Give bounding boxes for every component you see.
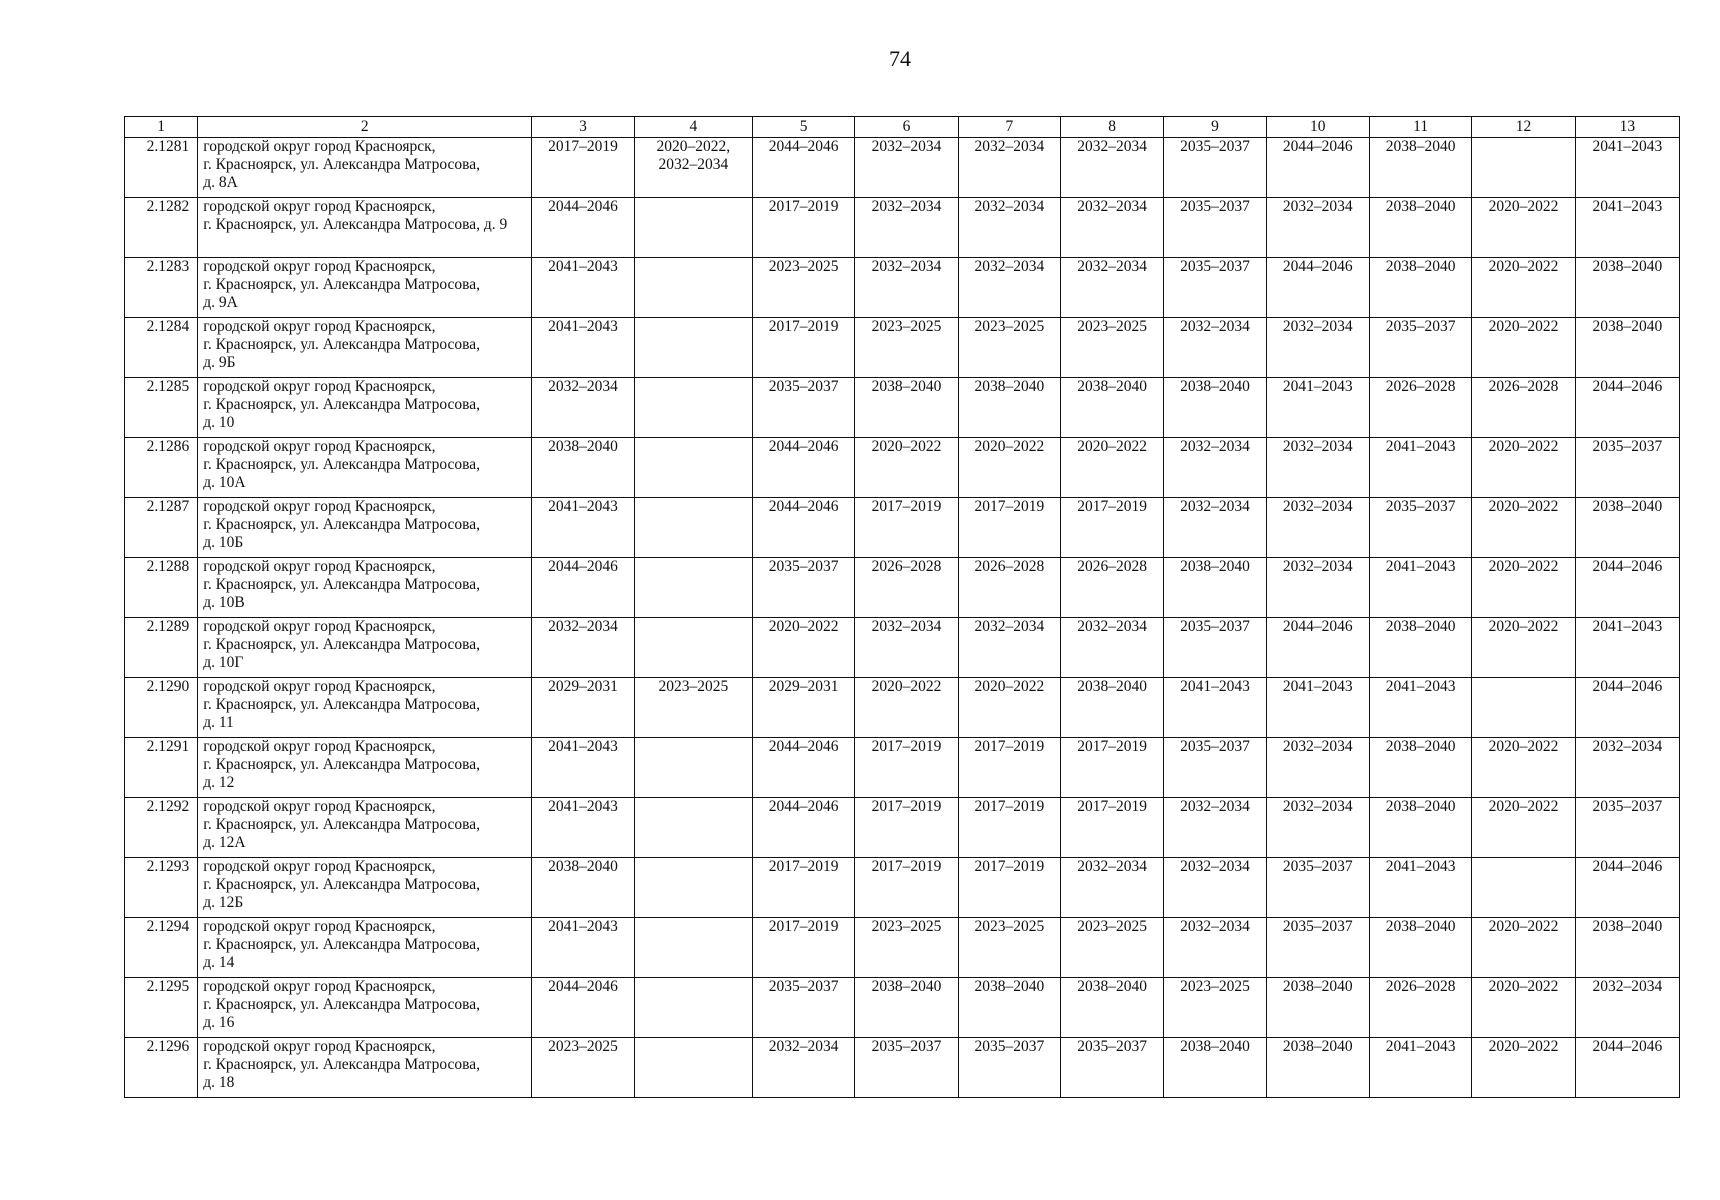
period-cell-col9: 2032–2034 bbox=[1164, 318, 1266, 378]
period-cell-col5: 2035–2037 bbox=[753, 978, 855, 1038]
period-cell-col5: 2044–2046 bbox=[753, 738, 855, 798]
period-cell-col11: 2035–2037 bbox=[1369, 498, 1471, 558]
period-cell-col11: 2041–2043 bbox=[1369, 1038, 1471, 1098]
address-line: городской округ город Красноярск, bbox=[203, 858, 436, 875]
table-row bbox=[125, 678, 1680, 738]
period-cell-col9: 2038–2040 bbox=[1164, 1038, 1266, 1098]
period-cell-col4 bbox=[634, 318, 752, 378]
period-cell-col9: 2035–2037 bbox=[1164, 618, 1266, 678]
period-cell-col10: 2032–2034 bbox=[1266, 738, 1369, 798]
period-cell-col6: 2023–2025 bbox=[855, 318, 958, 378]
period-cell-col5: 2017–2019 bbox=[753, 198, 855, 258]
period-cell-col7: 2038–2040 bbox=[958, 978, 1060, 1038]
period-cell-col12: 2020–2022 bbox=[1472, 498, 1575, 558]
period-cell-col11: 2026–2028 bbox=[1369, 978, 1471, 1038]
row-id-cell: 2.1287 bbox=[125, 498, 198, 558]
address-line: д. 11 bbox=[203, 714, 234, 731]
period-cell-col9: 2041–2043 bbox=[1164, 678, 1266, 738]
address-line: г. Красноярск, ул. Александра Матросова, bbox=[203, 636, 480, 653]
address-line: д. 12 bbox=[203, 774, 235, 791]
address-cell bbox=[198, 318, 532, 378]
period-cell-col3: 2044–2046 bbox=[532, 978, 634, 1038]
table-row bbox=[125, 198, 1680, 258]
period-cell-col4 bbox=[634, 558, 752, 618]
period-cell-col13: 2035–2037 bbox=[1575, 798, 1679, 858]
period-cell-col11: 2026–2028 bbox=[1369, 378, 1471, 438]
table-row bbox=[125, 738, 1680, 798]
address-line: г. Красноярск, ул. Александра Матросова, д. 9 bbox=[203, 216, 508, 233]
table-row bbox=[125, 318, 1680, 378]
period-cell-col10: 2032–2034 bbox=[1266, 318, 1369, 378]
period-cell-col5: 2020–2022 bbox=[753, 618, 855, 678]
period-cell-col10: 2032–2034 bbox=[1266, 498, 1369, 558]
row-id-cell: 2.1292 bbox=[125, 798, 198, 858]
address-line: городской округ город Красноярск, bbox=[203, 438, 436, 455]
period-cell-col5: 2035–2037 bbox=[753, 378, 855, 438]
address-line: г. Красноярск, ул. Александра Матросова, bbox=[203, 456, 480, 473]
period-cell-col3: 2041–2043 bbox=[532, 798, 634, 858]
period-cell-col10: 2038–2040 bbox=[1266, 978, 1369, 1038]
address-line: г. Красноярск, ул. Александра Матросова, bbox=[203, 1056, 480, 1073]
address-line: д. 12Б bbox=[203, 894, 244, 911]
row-id-cell: 2.1286 bbox=[125, 438, 198, 498]
period-cell-col5: 2035–2037 bbox=[753, 558, 855, 618]
address-line: д. 10 bbox=[203, 414, 235, 431]
period-cell-col7: 2020–2022 bbox=[958, 678, 1060, 738]
period-cell-col6: 2032–2034 bbox=[855, 138, 958, 198]
column-header: 12 bbox=[1472, 117, 1575, 138]
address-cell bbox=[198, 258, 532, 318]
period-cell-col8: 2038–2040 bbox=[1060, 378, 1163, 438]
address-line: городской округ город Красноярск, bbox=[203, 798, 436, 815]
period-cell-col6: 2017–2019 bbox=[855, 798, 958, 858]
period-cell-col8: 2023–2025 bbox=[1060, 318, 1163, 378]
address-line: д. 10Б bbox=[203, 534, 244, 551]
row-id-cell: 2.1282 bbox=[125, 198, 198, 258]
period-cell-col12: 2020–2022 bbox=[1472, 618, 1575, 678]
address-cell bbox=[198, 138, 532, 198]
period-cell-col8: 2032–2034 bbox=[1060, 138, 1163, 198]
period-cell-col8: 2032–2034 bbox=[1060, 858, 1163, 918]
period-cell-col8: 2017–2019 bbox=[1060, 798, 1163, 858]
period-cell-col12: 2020–2022 bbox=[1472, 258, 1575, 318]
period-cell-col4 bbox=[634, 438, 752, 498]
period-cell-col3: 2044–2046 bbox=[532, 558, 634, 618]
period-cell-col5: 2044–2046 bbox=[753, 798, 855, 858]
address-line: городской округ город Красноярск, bbox=[203, 738, 436, 755]
period-cell-col8: 2017–2019 bbox=[1060, 498, 1163, 558]
schedule-table bbox=[124, 116, 1680, 1098]
period-cell-col10: 2044–2046 bbox=[1266, 138, 1369, 198]
period-cell-col12: 2020–2022 bbox=[1472, 558, 1575, 618]
period-cell-col6: 2023–2025 bbox=[855, 918, 958, 978]
address-line: г. Красноярск, ул. Александра Матросова, bbox=[203, 996, 480, 1013]
row-id-cell: 2.1288 bbox=[125, 558, 198, 618]
column-header: 3 bbox=[532, 117, 634, 138]
period-line: 2023–2025 bbox=[658, 678, 729, 695]
period-cell-col7: 2023–2025 bbox=[958, 918, 1060, 978]
address-line: д. 18 bbox=[203, 1074, 235, 1091]
period-cell-col12: 2020–2022 bbox=[1472, 978, 1575, 1038]
period-cell-col4 bbox=[634, 258, 752, 318]
period-cell-col11: 2041–2043 bbox=[1369, 678, 1471, 738]
period-cell-col10: 2041–2043 bbox=[1266, 678, 1369, 738]
address-cell bbox=[198, 798, 532, 858]
address-line: д. 9Б bbox=[203, 354, 236, 371]
period-cell-col4 bbox=[634, 138, 752, 198]
period-cell-col5: 2044–2046 bbox=[753, 438, 855, 498]
address-line: г. Красноярск, ул. Александра Матросова, bbox=[203, 336, 480, 353]
period-cell-col7: 2038–2040 bbox=[958, 378, 1060, 438]
column-header: 10 bbox=[1266, 117, 1369, 138]
period-cell-col4 bbox=[634, 378, 752, 438]
column-header: 6 bbox=[855, 117, 958, 138]
period-cell-col12: 2020–2022 bbox=[1472, 798, 1575, 858]
period-cell-col11: 2041–2043 bbox=[1369, 558, 1471, 618]
period-cell-col13: 2032–2034 bbox=[1575, 738, 1679, 798]
address-cell bbox=[198, 198, 532, 258]
period-cell-col9: 2038–2040 bbox=[1164, 558, 1266, 618]
period-cell-col7: 2017–2019 bbox=[958, 858, 1060, 918]
row-id-cell: 2.1283 bbox=[125, 258, 198, 318]
row-id-cell: 2.1296 bbox=[125, 1038, 198, 1098]
period-cell-col11: 2038–2040 bbox=[1369, 138, 1471, 198]
period-cell-col13: 2041–2043 bbox=[1575, 198, 1679, 258]
period-cell-col6: 2032–2034 bbox=[855, 198, 958, 258]
period-cell-col10: 2032–2034 bbox=[1266, 798, 1369, 858]
period-cell-col4 bbox=[634, 678, 752, 738]
period-cell-col7: 2026–2028 bbox=[958, 558, 1060, 618]
period-cell-col13: 2038–2040 bbox=[1575, 318, 1679, 378]
column-header: 5 bbox=[753, 117, 855, 138]
period-cell-col12: 2020–2022 bbox=[1472, 438, 1575, 498]
period-cell-col9: 2023–2025 bbox=[1164, 978, 1266, 1038]
address-line: д. 16 bbox=[203, 1014, 235, 1031]
address-line: г. Красноярск, ул. Александра Матросова, bbox=[203, 816, 480, 833]
address-line: г. Красноярск, ул. Александра Матросова, bbox=[203, 576, 480, 593]
table-row bbox=[125, 378, 1680, 438]
period-cell-col3: 2017–2019 bbox=[532, 138, 634, 198]
period-cell-col13: 2041–2043 bbox=[1575, 138, 1679, 198]
period-cell-col13: 2044–2046 bbox=[1575, 678, 1679, 738]
period-cell-col5: 2029–2031 bbox=[753, 678, 855, 738]
period-cell-col10: 2032–2034 bbox=[1266, 438, 1369, 498]
period-cell-col9: 2035–2037 bbox=[1164, 138, 1266, 198]
period-cell-col11: 2038–2040 bbox=[1369, 798, 1471, 858]
schedule-table-container bbox=[124, 116, 1680, 1098]
period-cell-col12: 2020–2022 bbox=[1472, 198, 1575, 258]
row-id-cell: 2.1293 bbox=[125, 858, 198, 918]
period-cell-col10: 2035–2037 bbox=[1266, 918, 1369, 978]
address-line: городской округ город Красноярск, bbox=[203, 318, 436, 335]
period-cell-col8: 2023–2025 bbox=[1060, 918, 1163, 978]
table-row bbox=[125, 798, 1680, 858]
period-cell-col7: 2017–2019 bbox=[958, 498, 1060, 558]
column-header: 7 bbox=[958, 117, 1060, 138]
address-line: городской округ город Красноярск, bbox=[203, 918, 436, 935]
column-header: 8 bbox=[1060, 117, 1163, 138]
period-cell-col8: 2017–2019 bbox=[1060, 738, 1163, 798]
period-cell-col9: 2032–2034 bbox=[1164, 498, 1266, 558]
period-cell-col6: 2020–2022 bbox=[855, 438, 958, 498]
address-cell bbox=[198, 558, 532, 618]
period-cell-col10: 2032–2034 bbox=[1266, 558, 1369, 618]
period-cell-col5: 2032–2034 bbox=[753, 1038, 855, 1098]
row-id-cell: 2.1289 bbox=[125, 618, 198, 678]
period-cell-col9: 2032–2034 bbox=[1164, 918, 1266, 978]
period-line: 2032–2034 bbox=[658, 156, 729, 173]
address-cell bbox=[198, 1038, 532, 1098]
period-cell-col8: 2032–2034 bbox=[1060, 198, 1163, 258]
period-cell-col4 bbox=[634, 918, 752, 978]
period-cell-col7: 2023–2025 bbox=[958, 318, 1060, 378]
period-cell-col12: 2020–2022 bbox=[1472, 918, 1575, 978]
table-row bbox=[125, 918, 1680, 978]
table-row bbox=[125, 258, 1680, 318]
row-id-cell: 2.1294 bbox=[125, 918, 198, 978]
address-line: городской округ город Красноярск, bbox=[203, 678, 436, 695]
row-id-cell: 2.1281 bbox=[125, 138, 198, 198]
address-cell bbox=[198, 738, 532, 798]
column-header: 13 bbox=[1575, 117, 1679, 138]
address-line: д. 10А bbox=[203, 474, 246, 491]
period-cell-col6: 2026–2028 bbox=[855, 558, 958, 618]
address-line: г. Красноярск, ул. Александра Матросова, bbox=[203, 876, 480, 893]
period-cell-col9: 2035–2037 bbox=[1164, 198, 1266, 258]
address-line: городской округ город Красноярск, bbox=[203, 198, 436, 215]
period-cell-col11: 2038–2040 bbox=[1369, 618, 1471, 678]
period-cell-col4 bbox=[634, 498, 752, 558]
period-cell-col3: 2041–2043 bbox=[532, 498, 634, 558]
row-id-cell: 2.1291 bbox=[125, 738, 198, 798]
period-cell-col4 bbox=[634, 198, 752, 258]
period-cell-col7: 2017–2019 bbox=[958, 798, 1060, 858]
address-line: д. 10В bbox=[203, 594, 245, 611]
period-cell-col8: 2026–2028 bbox=[1060, 558, 1163, 618]
address-line: д. 10Г bbox=[203, 654, 244, 671]
period-cell-col6: 2017–2019 bbox=[855, 498, 958, 558]
table-row bbox=[125, 558, 1680, 618]
period-cell-col13: 2038–2040 bbox=[1575, 918, 1679, 978]
table-row bbox=[125, 1038, 1680, 1098]
period-cell-col3: 2038–2040 bbox=[532, 858, 634, 918]
period-cell-col6: 2032–2034 bbox=[855, 258, 958, 318]
period-cell-col10: 2041–2043 bbox=[1266, 378, 1369, 438]
address-line: городской округ город Красноярск, bbox=[203, 258, 436, 275]
period-cell-col4 bbox=[634, 1038, 752, 1098]
period-cell-col4 bbox=[634, 618, 752, 678]
period-cell-col7: 2032–2034 bbox=[958, 198, 1060, 258]
period-cell-col3: 2023–2025 bbox=[532, 1038, 634, 1098]
period-cell-col7: 2020–2022 bbox=[958, 438, 1060, 498]
address-line: д. 8А bbox=[203, 174, 238, 191]
period-cell-col9: 2035–2037 bbox=[1164, 258, 1266, 318]
period-cell-col12 bbox=[1472, 678, 1575, 738]
period-cell-col5: 2017–2019 bbox=[753, 858, 855, 918]
column-header: 9 bbox=[1164, 117, 1266, 138]
period-cell-col8: 2038–2040 bbox=[1060, 678, 1163, 738]
address-line: г. Красноярск, ул. Александра Матросова, bbox=[203, 396, 480, 413]
table-body bbox=[125, 138, 1680, 1098]
table-row bbox=[125, 438, 1680, 498]
address-line: городской округ город Красноярск, bbox=[203, 138, 436, 155]
period-cell-col4 bbox=[634, 738, 752, 798]
row-id-cell: 2.1295 bbox=[125, 978, 198, 1038]
period-cell-col5: 2017–2019 bbox=[753, 918, 855, 978]
period-cell-col8: 2038–2040 bbox=[1060, 978, 1163, 1038]
address-line: городской округ город Красноярск, bbox=[203, 558, 436, 575]
address-cell bbox=[198, 678, 532, 738]
period-cell-col3: 2041–2043 bbox=[532, 918, 634, 978]
address-line: городской округ город Красноярск, bbox=[203, 618, 436, 635]
period-cell-col10: 2032–2034 bbox=[1266, 198, 1369, 258]
address-cell bbox=[198, 978, 532, 1038]
period-cell-col8: 2032–2034 bbox=[1060, 258, 1163, 318]
period-cell-col3: 2041–2043 bbox=[532, 738, 634, 798]
period-cell-col11: 2035–2037 bbox=[1369, 318, 1471, 378]
period-cell-col12 bbox=[1472, 858, 1575, 918]
address-line: городской округ город Красноярск, bbox=[203, 978, 436, 995]
period-cell-col3: 2044–2046 bbox=[532, 198, 634, 258]
period-cell-col9: 2038–2040 bbox=[1164, 378, 1266, 438]
address-line: городской округ город Красноярск, bbox=[203, 498, 436, 515]
address-line: д. 12А bbox=[203, 834, 246, 851]
period-cell-col3: 2032–2034 bbox=[532, 618, 634, 678]
period-cell-col10: 2035–2037 bbox=[1266, 858, 1369, 918]
period-cell-col11: 2038–2040 bbox=[1369, 258, 1471, 318]
period-cell-col9: 2032–2034 bbox=[1164, 858, 1266, 918]
period-cell-col12 bbox=[1472, 138, 1575, 198]
address-line: д. 9А bbox=[203, 294, 238, 311]
period-cell-col8: 2020–2022 bbox=[1060, 438, 1163, 498]
period-cell-col12: 2020–2022 bbox=[1472, 318, 1575, 378]
period-cell-col11: 2038–2040 bbox=[1369, 918, 1471, 978]
period-cell-col13: 2038–2040 bbox=[1575, 258, 1679, 318]
period-cell-col12: 2020–2022 bbox=[1472, 738, 1575, 798]
period-cell-col7: 2032–2034 bbox=[958, 618, 1060, 678]
period-cell-col6: 2035–2037 bbox=[855, 1038, 958, 1098]
period-cell-col7: 2032–2034 bbox=[958, 258, 1060, 318]
period-cell-col8: 2035–2037 bbox=[1060, 1038, 1163, 1098]
address-cell bbox=[198, 498, 532, 558]
row-id-cell: 2.1285 bbox=[125, 378, 198, 438]
address-line: г. Красноярск, ул. Александра Матросова, bbox=[203, 756, 480, 773]
period-cell-col13: 2044–2046 bbox=[1575, 858, 1679, 918]
column-header: 1 bbox=[125, 117, 198, 138]
page-number: 74 bbox=[889, 46, 911, 71]
row-id-cell: 2.1284 bbox=[125, 318, 198, 378]
period-cell-col9: 2032–2034 bbox=[1164, 438, 1266, 498]
period-cell-col9: 2035–2037 bbox=[1164, 738, 1266, 798]
row-id-cell: 2.1290 bbox=[125, 678, 198, 738]
period-cell-col13: 2044–2046 bbox=[1575, 558, 1679, 618]
period-cell-col4 bbox=[634, 798, 752, 858]
period-cell-col7: 2032–2034 bbox=[958, 138, 1060, 198]
period-cell-col13: 2041–2043 bbox=[1575, 618, 1679, 678]
period-cell-col3: 2032–2034 bbox=[532, 378, 634, 438]
address-line: г. Красноярск, ул. Александра Матросова, bbox=[203, 156, 480, 173]
period-cell-col13: 2044–2046 bbox=[1575, 1038, 1679, 1098]
period-cell-col6: 2017–2019 bbox=[855, 858, 958, 918]
period-cell-col10: 2044–2046 bbox=[1266, 258, 1369, 318]
address-cell bbox=[198, 918, 532, 978]
period-cell-col6: 2020–2022 bbox=[855, 678, 958, 738]
address-line: г. Красноярск, ул. Александра Матросова, bbox=[203, 696, 480, 713]
period-cell-col3: 2041–2043 bbox=[532, 318, 634, 378]
period-cell-col3: 2038–2040 bbox=[532, 438, 634, 498]
header-row bbox=[125, 117, 1680, 138]
table-row bbox=[125, 978, 1680, 1038]
period-cell-col10: 2044–2046 bbox=[1266, 618, 1369, 678]
column-header: 11 bbox=[1369, 117, 1471, 138]
address-cell bbox=[198, 438, 532, 498]
address-line: г. Красноярск, ул. Александра Матросова, bbox=[203, 516, 480, 533]
address-line: д. 14 bbox=[203, 954, 235, 971]
period-cell-col5: 2017–2019 bbox=[753, 318, 855, 378]
period-cell-col13: 2032–2034 bbox=[1575, 978, 1679, 1038]
period-cell-col12: 2026–2028 bbox=[1472, 378, 1575, 438]
period-cell-col6: 2038–2040 bbox=[855, 378, 958, 438]
period-cell-col5: 2044–2046 bbox=[753, 498, 855, 558]
period-cell-col4 bbox=[634, 858, 752, 918]
period-cell-col13: 2035–2037 bbox=[1575, 438, 1679, 498]
period-cell-col6: 2032–2034 bbox=[855, 618, 958, 678]
period-cell-col3: 2029–2031 bbox=[532, 678, 634, 738]
period-cell-col13: 2038–2040 bbox=[1575, 498, 1679, 558]
period-line: 2020–2022, bbox=[656, 138, 731, 155]
period-cell-col11: 2041–2043 bbox=[1369, 438, 1471, 498]
period-cell-col11: 2038–2040 bbox=[1369, 738, 1471, 798]
column-header: 2 bbox=[198, 117, 532, 138]
address-cell bbox=[198, 618, 532, 678]
period-cell-col3: 2041–2043 bbox=[532, 258, 634, 318]
period-cell-col9: 2032–2034 bbox=[1164, 798, 1266, 858]
period-cell-col11: 2038–2040 bbox=[1369, 198, 1471, 258]
period-cell-col4 bbox=[634, 978, 752, 1038]
period-cell-col7: 2035–2037 bbox=[958, 1038, 1060, 1098]
address-line: городской округ город Красноярск, bbox=[203, 1038, 436, 1055]
period-cell-col5: 2023–2025 bbox=[753, 258, 855, 318]
address-line: г. Красноярск, ул. Александра Матросова, bbox=[203, 276, 480, 293]
period-cell-col8: 2032–2034 bbox=[1060, 618, 1163, 678]
period-cell-col5: 2044–2046 bbox=[753, 138, 855, 198]
address-cell bbox=[198, 858, 532, 918]
address-cell bbox=[198, 378, 532, 438]
table-row bbox=[125, 138, 1680, 198]
period-cell-col12: 2020–2022 bbox=[1472, 1038, 1575, 1098]
period-cell-col13: 2044–2046 bbox=[1575, 378, 1679, 438]
table-row bbox=[125, 618, 1680, 678]
table-row bbox=[125, 498, 1680, 558]
period-cell-col6: 2038–2040 bbox=[855, 978, 958, 1038]
period-cell-col7: 2017–2019 bbox=[958, 738, 1060, 798]
period-cell-col6: 2017–2019 bbox=[855, 738, 958, 798]
period-cell-col10: 2038–2040 bbox=[1266, 1038, 1369, 1098]
period-cell-col11: 2041–2043 bbox=[1369, 858, 1471, 918]
address-line: г. Красноярск, ул. Александра Матросова, bbox=[203, 936, 480, 953]
table-row bbox=[125, 858, 1680, 918]
address-line: городской округ город Красноярск, bbox=[203, 378, 436, 395]
column-header: 4 bbox=[634, 117, 752, 138]
